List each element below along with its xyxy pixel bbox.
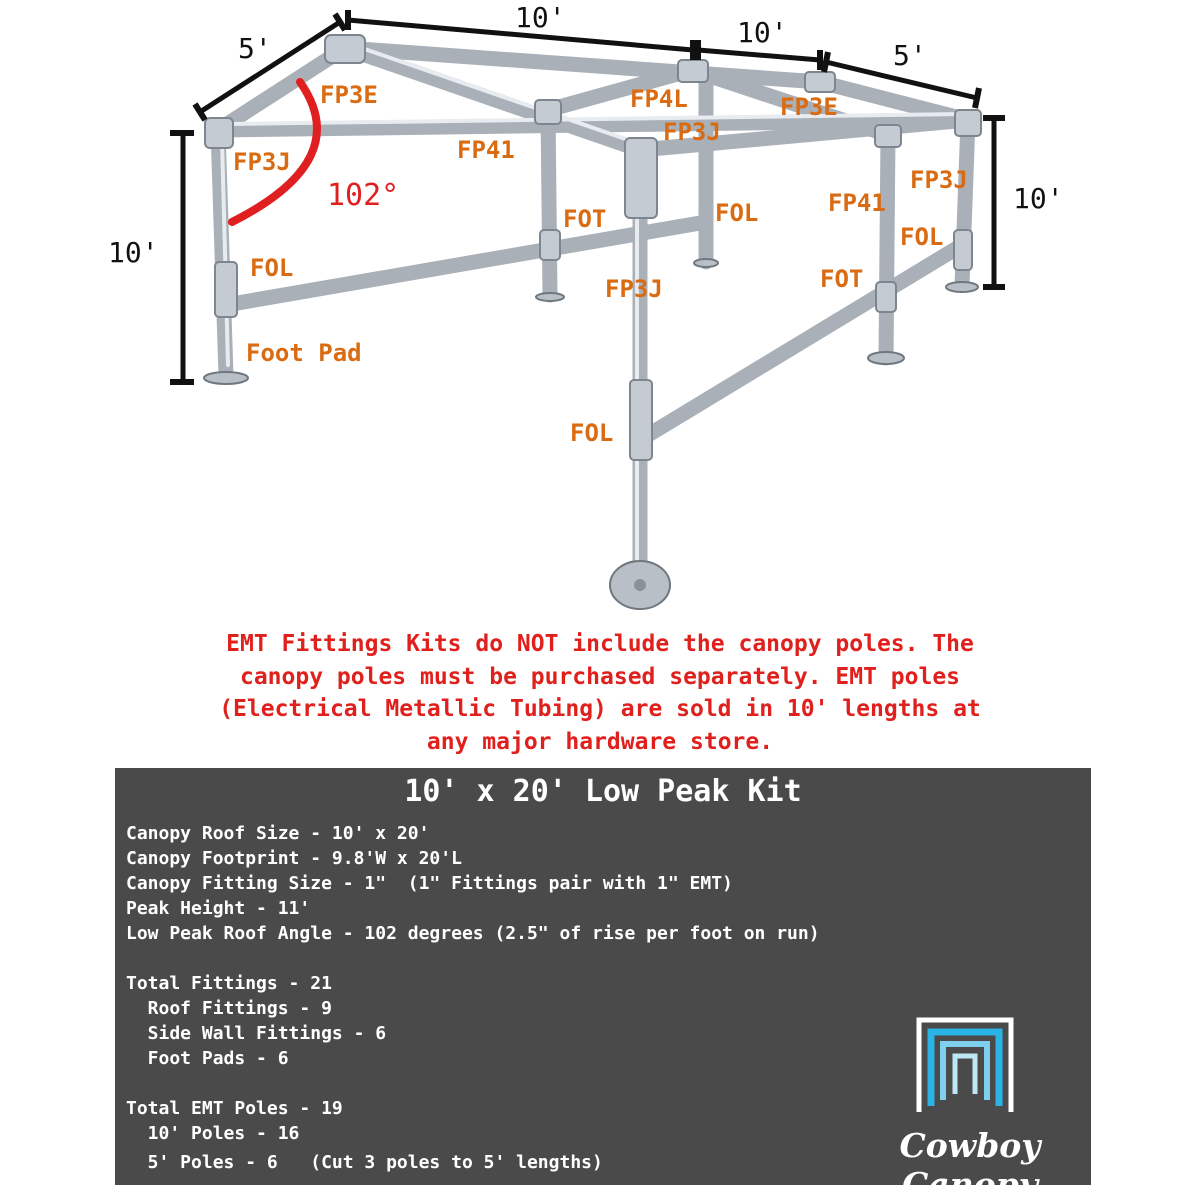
fitting-label-fot-center: FOT	[563, 205, 607, 233]
fitting-label-fp41-left: FP41	[457, 136, 515, 164]
fitting-label-fol-center: FOL	[715, 199, 759, 227]
fitting-label-fol-right: FOL	[900, 223, 944, 251]
spec-roof-size: Canopy Roof Size - 10' x 20'	[126, 823, 430, 844]
dim-label-left-height: 10'	[108, 236, 159, 269]
fitting-label-fol-front: FOL	[570, 419, 614, 447]
fitting-label-fp3j-left: FP3J	[233, 148, 291, 176]
spec-fitting-size: Canopy Fitting Size - 1" (1" Fittings pair with 1" EMT)	[126, 873, 733, 894]
fitting-label-fp3e-left: FP3E	[320, 81, 378, 109]
notice-line: EMT Fittings Kits do NOT include the canopy poles. The	[226, 631, 974, 657]
nested-arches-icon	[915, 1016, 1015, 1112]
kit-title: 10' x 20' Low Peak Kit	[404, 774, 802, 809]
kit-spec-panel	[115, 768, 1091, 1204]
notice-line: any major hardware store.	[426, 728, 774, 755]
roof-angle-label: 102°	[327, 178, 400, 213]
spec-foot-pads: Foot Pads - 6	[126, 1048, 289, 1069]
dim-label-top-mid1: 10'	[515, 1, 566, 34]
spec-peak-height: Peak Height - 11'	[126, 898, 311, 919]
spec-total-poles: Total EMT Poles - 19	[126, 1098, 343, 1119]
spec-footprint: Canopy Footprint - 9.8'W x 20'L	[126, 848, 462, 869]
dim-label-top-right: 5'	[893, 39, 927, 72]
fitting-label-fp3j-center: FP3J	[663, 118, 721, 146]
fitting-label-fp3e-right: FP3E	[780, 93, 838, 121]
spec-5ft-poles: 5' Poles - 6 (Cut 3 poles to 5' lengths)	[126, 1152, 603, 1173]
poles-not-included-notice	[100, 628, 1100, 758]
spec-10ft-poles: 10' Poles - 16	[126, 1123, 300, 1144]
fitting-label-foot-pad: Foot Pad	[246, 339, 362, 367]
dim-label-top-mid2: 10'	[737, 16, 788, 49]
dim-label-top-left: 5'	[238, 32, 272, 65]
spec-side-wall-fittings: Side Wall Fittings - 6	[126, 1023, 387, 1044]
notice-line: (Electrical Metallic Tubing) are sold in 10' lengths at	[219, 696, 981, 722]
spec-roof-angle: Low Peak Roof Angle - 102 degrees (2.5" of rise per foot on run)	[126, 923, 820, 944]
frame-poles	[218, 44, 968, 585]
fitting-label-fp4l: FP4L	[630, 85, 688, 113]
fitting-label-fot-right: FOT	[820, 265, 864, 293]
brand-name: Cowboy Canopy	[899, 1126, 1041, 1204]
fitting-label-fol-left: FOL	[250, 254, 294, 282]
fitting-label-fp3j-front: FP3J	[605, 275, 663, 303]
spec-total-fittings: Total Fittings - 21	[126, 973, 332, 994]
spec-roof-fittings: Roof Fittings - 9	[126, 998, 332, 1019]
fitting-label-fp3j-right: FP3J	[910, 166, 968, 194]
notice-line: canopy poles must be purchased separately. EMT poles	[239, 663, 961, 690]
dim-label-right-height: 10'	[1013, 182, 1064, 215]
fitting-label-fp41-right: FP41	[828, 189, 886, 217]
